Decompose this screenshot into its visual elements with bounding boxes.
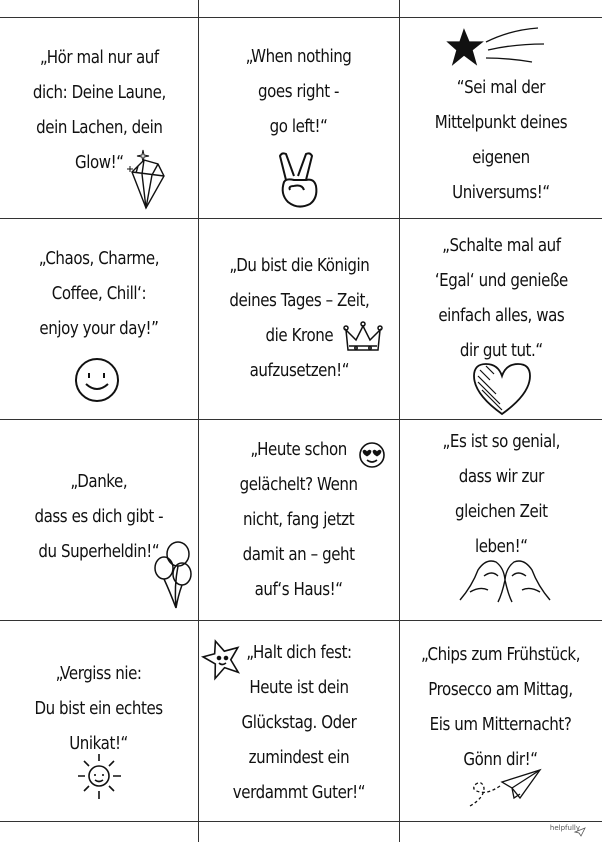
card-quote: „When nothing goes right - go left!“ <box>246 46 352 137</box>
grid-line-horizontal-5 <box>0 821 602 822</box>
card-quote: „Es ist so genial, dass wir zur gleichen Zeit leben!“ <box>442 432 560 557</box>
card-quote: „Schalte mal auf ‘Egal‘ und genieße einfach alles, was dir gut tut.“ <box>434 236 568 361</box>
balloons-icon <box>152 542 196 614</box>
brand-plane-icon <box>574 822 586 841</box>
card-quote: „Danke, dass es dich gibt - du Superheldin!“ <box>34 471 164 562</box>
peace-hand-icon <box>276 150 322 214</box>
heart-eyes-icon <box>358 441 386 473</box>
card-quote: „Chaos, Charme, Coffee, Chill‘: enjoy your day!” <box>38 248 160 339</box>
diamond-icon <box>124 150 170 216</box>
card-quote: „Chips zum Frühstück, Prosecco am Mittag, Eis um Mitternacht? Gönn dir!“ <box>421 645 581 770</box>
card-quote: „Vergiss nie: Du bist ein echtes Unikat!“ <box>34 663 164 754</box>
shooting-star-icon <box>448 24 548 84</box>
smiley-icon <box>73 356 121 408</box>
star-icon <box>200 636 248 688</box>
card-quote: „Heute schon gelächelt? Wenn nicht, fang jetzt damit an – geht auf‘s Haus!“ <box>239 439 359 600</box>
card-quote: „Hör mal nur auf dich: Deine Laune, dein Lachen, dein Glow!“ <box>32 48 166 173</box>
card-5 <box>199 219 399 419</box>
heart-icon <box>470 360 534 420</box>
crown-icon <box>344 322 382 360</box>
card-quote: „Halt dich fest: Heute ist dein Glückstag. Oder zumindest ein verdammt Guter!“ <box>232 642 366 803</box>
sun-icon <box>78 752 124 808</box>
card-quote: “Sei mal der Mittelpunkt deines eigenen Universums!“ <box>434 78 568 203</box>
brand-name: helpfully <box>549 824 580 832</box>
heart-hands-icon <box>458 556 552 610</box>
paper-plane-icon <box>468 768 542 818</box>
card-quote: „Du bist die Königin deines Tages – Zeit, die Krone aufzusetzen!“ <box>229 256 369 381</box>
